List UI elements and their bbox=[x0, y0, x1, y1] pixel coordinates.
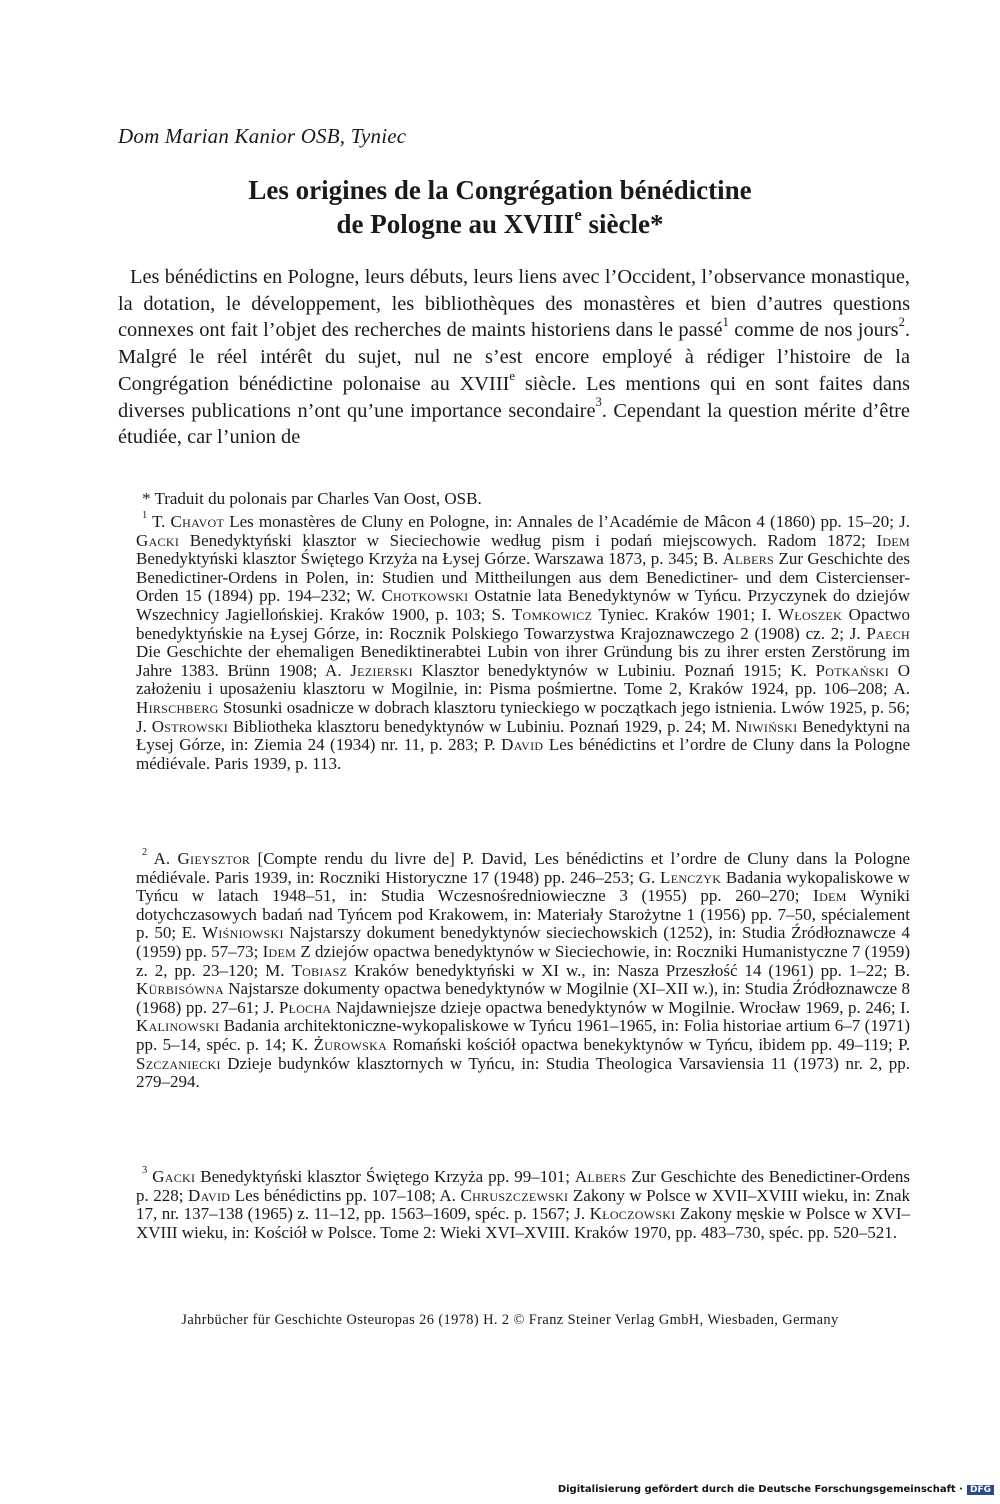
fn-author: Ostrowski bbox=[151, 716, 229, 736]
body-text-segment: siècle. Les mentions qui en sont faites dans diverses publications n’ont qu’une importance secondaire bbox=[118, 372, 910, 422]
fn-author: Niwiński bbox=[735, 716, 798, 736]
fn-text: Benedyktyński klasztor w Sieciechowie według pism i podań miejscowych. Radom 1872; bbox=[179, 530, 877, 550]
dfg-logo: DFG bbox=[967, 1485, 994, 1495]
fn-text: Tyniec. Kraków 1901; I. bbox=[592, 604, 778, 624]
fn-author: Tobiasz bbox=[291, 960, 348, 980]
fn-text: Die Geschichte der ehemaligen Benediktinerabtei Lubin von ihrer Gründung bis zu ihrer ersten Zerstörung im Jahre 1383. Brünn 1908; A. bbox=[136, 642, 910, 680]
fn-author: Chotkowski bbox=[381, 586, 469, 606]
fn-text: Zur Geschichte des Benedictiner-Ordens in Polen, in: Studien und Mittheilungen aus dem Benedictiner- und dem Cistercienser-Orden 15 (1894) pp. 194–232; W. bbox=[136, 549, 910, 606]
fn-text: Z dziejów opactwa benedyktynów w Sieciechowie, in: Roczniki Humanistyczne 7 (1959) z. 2, pp. 23–120; M. bbox=[136, 941, 911, 980]
fn-text: Badania architektoniczne-wykopaliskowe w Tyńcu 1961–1965, in: Folia historiae artium 6–7 (1971) pp. 5–14, spéc. p. 14; K. bbox=[136, 1016, 910, 1054]
body-text bbox=[118, 264, 910, 451]
footnote-3-number: 3 bbox=[142, 1165, 148, 1177]
body-text-segment: Les bénédictins en Pologne, leurs débuts, leurs liens avec l’Occident, l’observance monastique, la dotation, le développement, les bibliothèques des monastères et bien d’autres questions connexes ont fait l’objet des recherches de maints historiens dans le passé bbox=[118, 266, 910, 342]
fn-author: Albers bbox=[722, 549, 775, 569]
fn-text: Kraków benedyktyński w XI w., in: Nasza Przeszłość 14 (1961) pp. 1–22; B. bbox=[347, 960, 910, 980]
body-text-segment: comme de nos jours bbox=[728, 319, 899, 342]
fn-text: Romański kościół opactwa benekyktynów w Tyńcu, ibidem pp. 49–119; P. bbox=[387, 1034, 910, 1054]
journal-footer: Jahrbücher für Geschichte Osteuropas 26 (1978) H. 2 © Franz Steiner Verlag GmbH, Wiesbaden, Germany bbox=[181, 1312, 839, 1328]
footnote-3-text bbox=[136, 1165, 911, 1242]
digitization-note bbox=[558, 1484, 994, 1495]
body-paragraph bbox=[118, 264, 910, 451]
fn-author: Chruszczewski bbox=[460, 1185, 569, 1205]
fn-author: Hirschberg bbox=[136, 697, 219, 717]
article-title-line-1: Les origines de la Congrégation bénédictine bbox=[248, 175, 752, 205]
fn-text: Stosunki osadnicze w dobrach klasztoru tynieckiego w początkach jego istnienia. Lwów 1925, p. 56; J. bbox=[136, 697, 910, 736]
footnote-ref-2: 2 bbox=[898, 315, 905, 330]
footnote-2-text bbox=[136, 847, 911, 1092]
fn-text: Najstarsze dokumenty opactwa benedyktynów w Mogilnie (XI–XII w.), in: Studia Źródłoznawcze 8 (1968) pp. 27–61; J. bbox=[136, 979, 910, 1017]
footnote-2-number: 2 bbox=[142, 847, 148, 859]
fn-text: Zakony w Polsce w XVII–XVIII wieku, in: Znak 17, nr. 137–138 (1965) z. 11–12, pp. 1563–1609, spéc. p. 1567; J. bbox=[136, 1185, 911, 1224]
fn-author: Kłoczowski bbox=[589, 1204, 676, 1224]
fn-author: Kalinowski bbox=[136, 1016, 220, 1036]
footnote-2 bbox=[136, 847, 911, 1092]
fn-text: Les bénédictins pp. 107–108; A. bbox=[230, 1185, 461, 1205]
fn-text: Najstarszy dokument benedyktynów sieciechowskich (1252), in: Studia Źródłoznawcze 4 (1959) pp. 57–73; bbox=[136, 923, 910, 961]
footnote-1-text bbox=[136, 510, 911, 773]
fn-author: Wiśniowski bbox=[202, 923, 284, 943]
fn-text: Benedyktyni na Łysej Górze, in: Ziemia 24 (1934) nr. 11, p. 283; P. bbox=[136, 716, 911, 755]
fn-author: Gacki bbox=[152, 1167, 196, 1186]
fn-author: Idem bbox=[813, 886, 847, 906]
fn-text: Bibliotheka klasztoru benedyktynów w Lubiniu. Poznań 1929, p. 24; M. bbox=[228, 716, 736, 736]
fn-author: Albers bbox=[574, 1167, 627, 1186]
fn-author: Płocha bbox=[278, 997, 332, 1017]
fn-author: Jezierski bbox=[350, 660, 413, 680]
fn-text: Zur Geschichte des Benedictiner-Ordens p. 228; bbox=[136, 1167, 911, 1205]
fn-author: Włoszek bbox=[777, 604, 843, 624]
fn-text: Benedyktyński klasztor Świętego Krzyża na Łysej Górze. Warszawa 1873, p. 345; B. bbox=[136, 549, 723, 569]
digitization-text: Digitalisierung gefördert durch die Deutsche Forschungsgemeinschaft · bbox=[557, 1484, 963, 1495]
footnote-1 bbox=[136, 510, 911, 773]
fn-author: Idem bbox=[262, 941, 297, 961]
footnote-translation bbox=[136, 490, 910, 509]
fn-text: O założeniu i uposażeniu klasztoru w Mogilnie, in: Pisma pośmiertne. Tome 2, Kraków 1924, pp. 106–208; A. bbox=[136, 660, 910, 699]
fn-text: [Compte rendu du livre de] P. David, Les bénédictins et l’ordre de Cluny dans la Pologne médiévale. Paris 1939, in: Roczniki Historyczne 17 (1948) pp. 246–253; G. bbox=[136, 849, 911, 887]
fn-author: Chavot bbox=[170, 512, 225, 531]
fn-text: Opactwo benedyktyńskie na Łysej Górze, in: Rocznik Polskiego Towarzystwa Krajoznawczego 2 (1908) cz. 2; J. bbox=[136, 604, 910, 643]
fn-author: Paech bbox=[866, 623, 910, 643]
fn-author: David bbox=[501, 735, 544, 755]
fn-author: Szczaniecki bbox=[136, 1053, 221, 1073]
fn-text: Klasztor benedyktynów w Lubiniu. Poznań 1915; K. bbox=[412, 660, 816, 680]
title-superscript: e bbox=[574, 204, 582, 224]
fn-author: Tomkowicz bbox=[511, 604, 593, 624]
fn-author: Potkański bbox=[815, 660, 890, 680]
fn-author: Żurowska bbox=[313, 1034, 388, 1054]
fn-text: Najdawniejsze dzieje opactwa benedyktynów w Mogilnie. Wrocław 1969, p. 246; I. bbox=[331, 997, 910, 1017]
fn-text: Ostatnie lata Benedyktynów w Tyńcu. Przyczynek do dziejów Wszechnicy Jagiellońskiej. Kraków 1900, p. 103; S. bbox=[136, 586, 910, 624]
fn-text: T. bbox=[152, 512, 171, 531]
title-text: de Pologne au XVIII bbox=[336, 209, 575, 239]
fn-author: Lenczyk bbox=[660, 867, 722, 887]
footnote-1-number: 1 bbox=[142, 510, 148, 522]
fn-text: Zakony męskie w Polsce w XVI–XVIII wieku, in: Kościół w Polsce. Tome 2: Wieki XVI–XVIII. Kraków 1970, pp. 483–730, spéc. pp. 520–521. bbox=[136, 1204, 910, 1242]
fn-text: Les bénédictins et l’ordre de Cluny dans la Pologne médiévale. Paris 1939, p. 113. bbox=[136, 735, 910, 773]
fn-author: Idem bbox=[876, 530, 910, 550]
footnote-ref-1: 1 bbox=[722, 315, 729, 330]
fn-text: Dzieje budynków klasztornych w Tyńcu, in: Studia Theologica Varsaviensia 11 (1973) nr. 2, pp. 279–294. bbox=[136, 1053, 910, 1092]
fn-text: Les monastères de Cluny en Pologne, in: Annales de l’Académie de Mâcon 4 (1860) pp. 15–20; J. bbox=[224, 512, 910, 531]
fn-author: Gacki bbox=[136, 530, 180, 550]
fn-text: Badania wykopaliskowe w Tyńcu w latach 1948–51, in: Studia Wczesnośredniowieczne 3 (1955) pp. 260–270; bbox=[136, 867, 910, 906]
footnote-3 bbox=[136, 1165, 911, 1242]
fn-text: A. bbox=[153, 849, 178, 868]
body-text-segment: . Cependant la question mérite d’être étudiée, car l’union de bbox=[118, 399, 910, 449]
fn-text: Benedyktyński klasztor Świętego Krzyża pp. 99–101; bbox=[195, 1167, 575, 1186]
footnote-ref-3: 3 bbox=[595, 395, 602, 410]
title-text-end: siècle* bbox=[581, 209, 664, 239]
fn-author: Gieysztor bbox=[177, 849, 251, 868]
century-superscript: e bbox=[509, 368, 516, 383]
fn-author: Kürbisówna bbox=[136, 979, 224, 999]
author-line: Dom Marian Kanior OSB, Tyniec bbox=[118, 124, 407, 148]
fn-author: David bbox=[188, 1185, 231, 1205]
article-title-line-2 bbox=[120, 204, 880, 241]
footnote-star: * Traduit du polonais par Charles Van Oost, OSB. bbox=[142, 489, 482, 508]
body-text-segment: . Malgré le réel intérêt du sujet, nul ne s’est encore employé à rédiger l’histoire de la Congrégation bénédictine polonaise au XVIII bbox=[118, 319, 910, 395]
fn-text: Wyniki dotychczasowych badań nad Tyńcem pod Krakowem, in: Materiały Starożytne 1 (1956) pp. 7–50, spécialement p. 50; E. bbox=[136, 886, 910, 943]
